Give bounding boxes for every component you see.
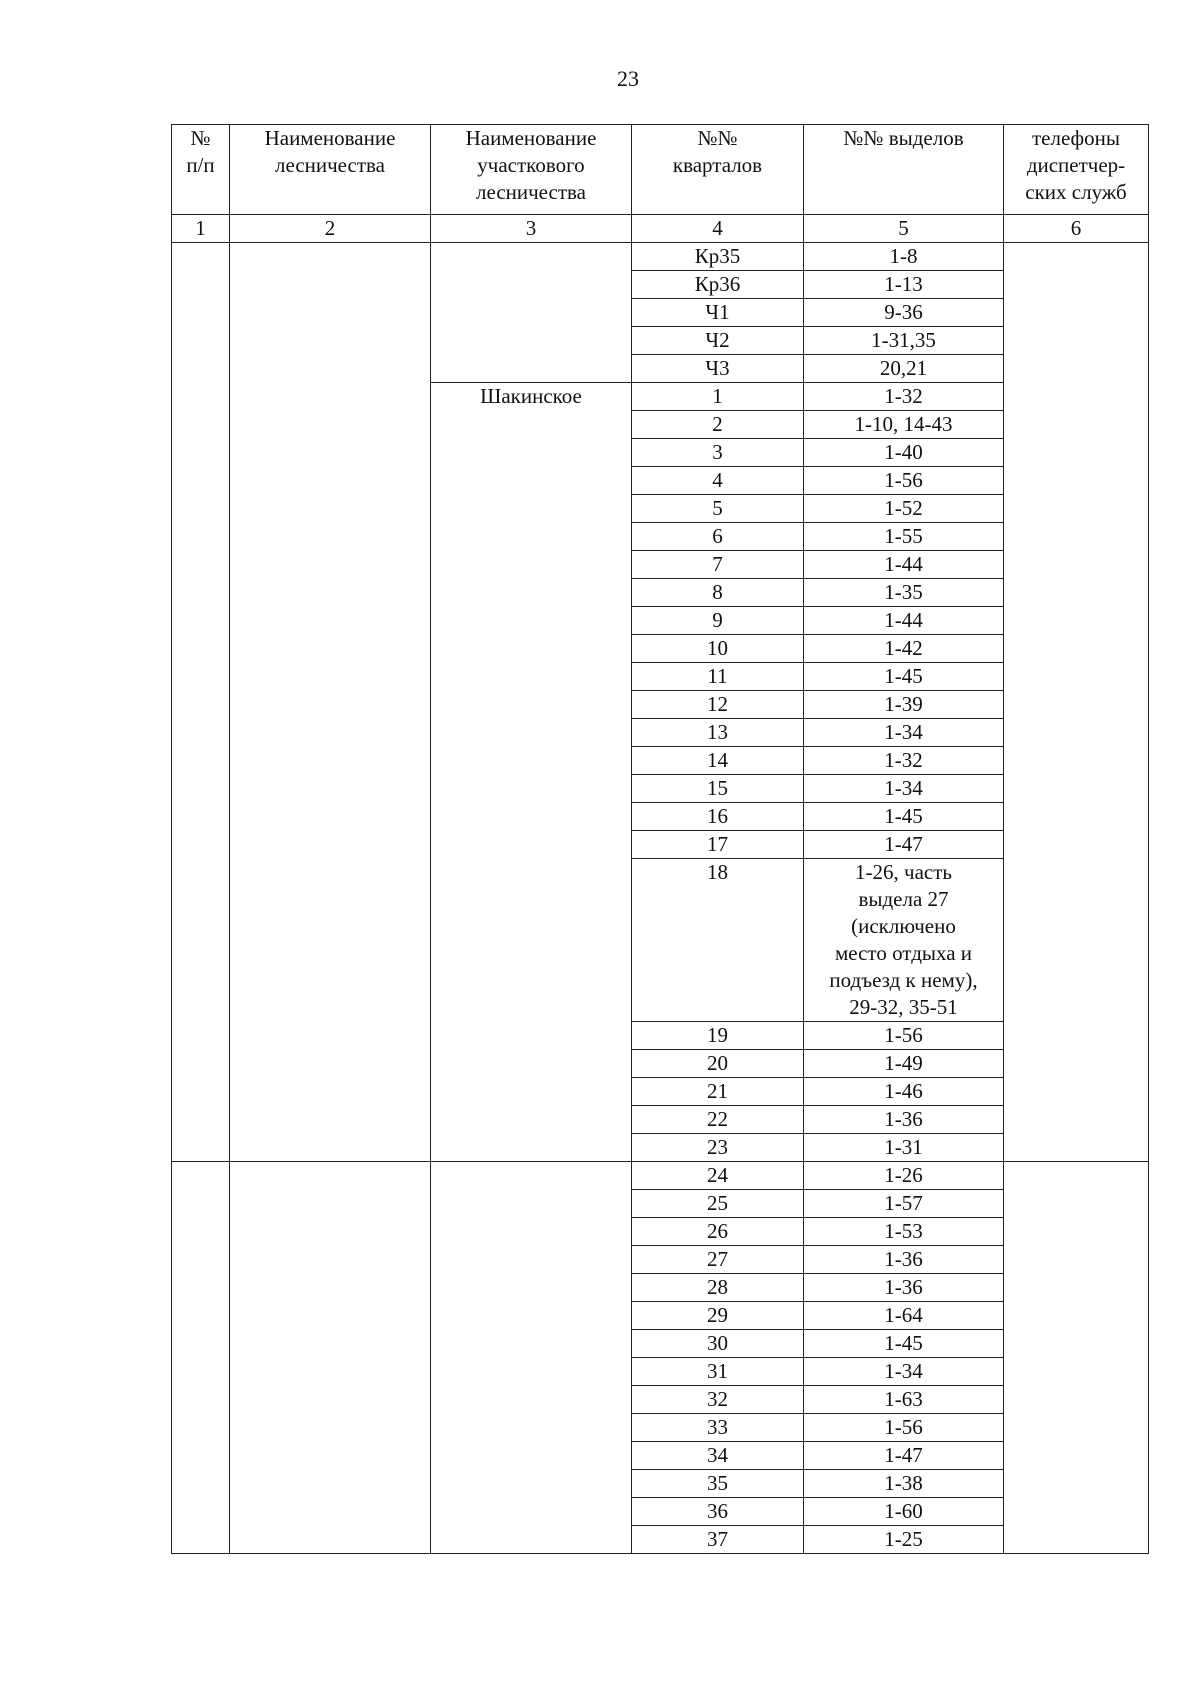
plots-cell: 1-39 — [804, 691, 1004, 719]
plots-cell: 1-34 — [804, 719, 1004, 747]
quarter-cell: 33 — [632, 1414, 804, 1442]
quarter-cell: 11 — [632, 663, 804, 691]
column-number-row — [172, 215, 1149, 243]
header-cell: №№ кварталов — [632, 125, 804, 215]
forestry-cell — [230, 243, 431, 1162]
quarter-cell: 30 — [632, 1330, 804, 1358]
header-cell: Наименование участкового лесничества — [431, 125, 632, 215]
header-cell: №№ выделов — [804, 125, 1004, 215]
column-number: 6 — [1004, 215, 1149, 243]
district-forestry-cell — [431, 1162, 632, 1554]
quarter-cell: 32 — [632, 1386, 804, 1414]
quarter-cell: 22 — [632, 1106, 804, 1134]
plots-cell: 1-26, часть выдела 27 (исключено место отдыха и подъезд к нему), 29-32, 35-51 — [804, 859, 1004, 1022]
district-forestry-cell: Шакинское — [431, 383, 632, 1162]
quarter-cell: 29 — [632, 1302, 804, 1330]
quarter-cell: 23 — [632, 1134, 804, 1162]
plots-cell: 1-34 — [804, 1358, 1004, 1386]
column-number: 3 — [431, 215, 632, 243]
quarter-cell: 3 — [632, 439, 804, 467]
table-section-a — [172, 243, 1149, 1162]
quarter-cell: 1 — [632, 383, 804, 411]
quarter-cell: 2 — [632, 411, 804, 439]
district-forestry-cell — [431, 243, 632, 383]
plots-cell: 1-45 — [804, 803, 1004, 831]
plots-cell: 1-56 — [804, 1022, 1004, 1050]
header-cell: № п/п — [172, 125, 230, 215]
row-number-cell — [172, 243, 230, 1162]
plots-cell: 1-56 — [804, 467, 1004, 495]
quarter-cell: 37 — [632, 1526, 804, 1554]
header-cell: телефоны диспетчер- ских служб — [1004, 125, 1149, 215]
quarter-cell: 20 — [632, 1050, 804, 1078]
quarter-cell: 7 — [632, 551, 804, 579]
quarter-cell: 4 — [632, 467, 804, 495]
quarter-cell: Ч2 — [632, 327, 804, 355]
plots-cell: 1-63 — [804, 1386, 1004, 1414]
plots-cell: 9-36 — [804, 299, 1004, 327]
forestry-cell — [230, 1162, 431, 1554]
plots-cell: 1-31,35 — [804, 327, 1004, 355]
header-row — [172, 125, 1149, 215]
plots-cell: 1-36 — [804, 1274, 1004, 1302]
plots-cell: 1-64 — [804, 1302, 1004, 1330]
quarter-cell: 13 — [632, 719, 804, 747]
page-number: 23 — [617, 66, 639, 91]
quarter-cell: Кр35 — [632, 243, 804, 271]
plots-cell: 1-53 — [804, 1218, 1004, 1246]
quarter-cell: 34 — [632, 1442, 804, 1470]
plots-cell: 1-52 — [804, 495, 1004, 523]
column-number: 2 — [230, 215, 431, 243]
plots-cell: 1-57 — [804, 1190, 1004, 1218]
quarter-cell: 10 — [632, 635, 804, 663]
plots-cell: 1-32 — [804, 747, 1004, 775]
quarter-cell: 35 — [632, 1470, 804, 1498]
plots-cell: 1-44 — [804, 607, 1004, 635]
plots-cell: 1-45 — [804, 1330, 1004, 1358]
plots-cell: 1-60 — [804, 1498, 1004, 1526]
phone-cell — [1004, 243, 1149, 1162]
column-number: 4 — [632, 215, 804, 243]
quarter-cell: 8 — [632, 579, 804, 607]
quarter-cell: 27 — [632, 1246, 804, 1274]
plots-cell: 1-55 — [804, 523, 1004, 551]
header-cell: Наименование лесничества — [230, 125, 431, 215]
plots-cell: 1-10, 14-43 — [804, 411, 1004, 439]
plots-cell: 1-38 — [804, 1470, 1004, 1498]
table-section-b — [172, 1162, 1149, 1554]
quarter-cell: 5 — [632, 495, 804, 523]
quarter-cell: 18 — [632, 859, 804, 1022]
forestry-table — [171, 124, 1149, 1554]
plots-cell: 1-42 — [804, 635, 1004, 663]
row-number-cell — [172, 1162, 230, 1554]
quarter-cell: Кр36 — [632, 271, 804, 299]
quarter-cell: Ч1 — [632, 299, 804, 327]
plots-cell: 1-26 — [804, 1162, 1004, 1190]
quarter-cell: 14 — [632, 747, 804, 775]
quarter-cell: 25 — [632, 1190, 804, 1218]
plots-cell: 1-25 — [804, 1526, 1004, 1554]
plots-cell: 1-35 — [804, 579, 1004, 607]
plots-cell: 20,21 — [804, 355, 1004, 383]
plots-cell: 1-49 — [804, 1050, 1004, 1078]
quarter-cell: 36 — [632, 1498, 804, 1526]
quarter-cell: 6 — [632, 523, 804, 551]
plots-cell: 1-45 — [804, 663, 1004, 691]
table-row — [172, 243, 1149, 271]
quarter-cell: 21 — [632, 1078, 804, 1106]
quarter-cell: 16 — [632, 803, 804, 831]
plots-cell: 1-56 — [804, 1414, 1004, 1442]
quarter-cell: 31 — [632, 1358, 804, 1386]
quarter-cell: 28 — [632, 1274, 804, 1302]
plots-cell: 1-46 — [804, 1078, 1004, 1106]
quarter-cell: 19 — [632, 1022, 804, 1050]
plots-cell: 1-44 — [804, 551, 1004, 579]
plots-cell: 1-13 — [804, 271, 1004, 299]
plots-cell: 1-36 — [804, 1246, 1004, 1274]
column-number: 1 — [172, 215, 230, 243]
plots-cell: 1-36 — [804, 1106, 1004, 1134]
plots-cell: 1-47 — [804, 831, 1004, 859]
column-number: 5 — [804, 215, 1004, 243]
plots-cell: 1-34 — [804, 775, 1004, 803]
phone-cell — [1004, 1162, 1149, 1554]
quarter-cell: 15 — [632, 775, 804, 803]
plots-cell: 1-40 — [804, 439, 1004, 467]
plots-cell: 1-8 — [804, 243, 1004, 271]
quarter-cell: 17 — [632, 831, 804, 859]
quarter-cell: 26 — [632, 1218, 804, 1246]
plots-cell: 1-31 — [804, 1134, 1004, 1162]
quarter-cell: 12 — [632, 691, 804, 719]
quarter-cell: Ч3 — [632, 355, 804, 383]
quarter-cell: 24 — [632, 1162, 804, 1190]
table-row — [172, 1162, 1149, 1190]
plots-cell: 1-32 — [804, 383, 1004, 411]
plots-cell: 1-47 — [804, 1442, 1004, 1470]
quarter-cell: 9 — [632, 607, 804, 635]
